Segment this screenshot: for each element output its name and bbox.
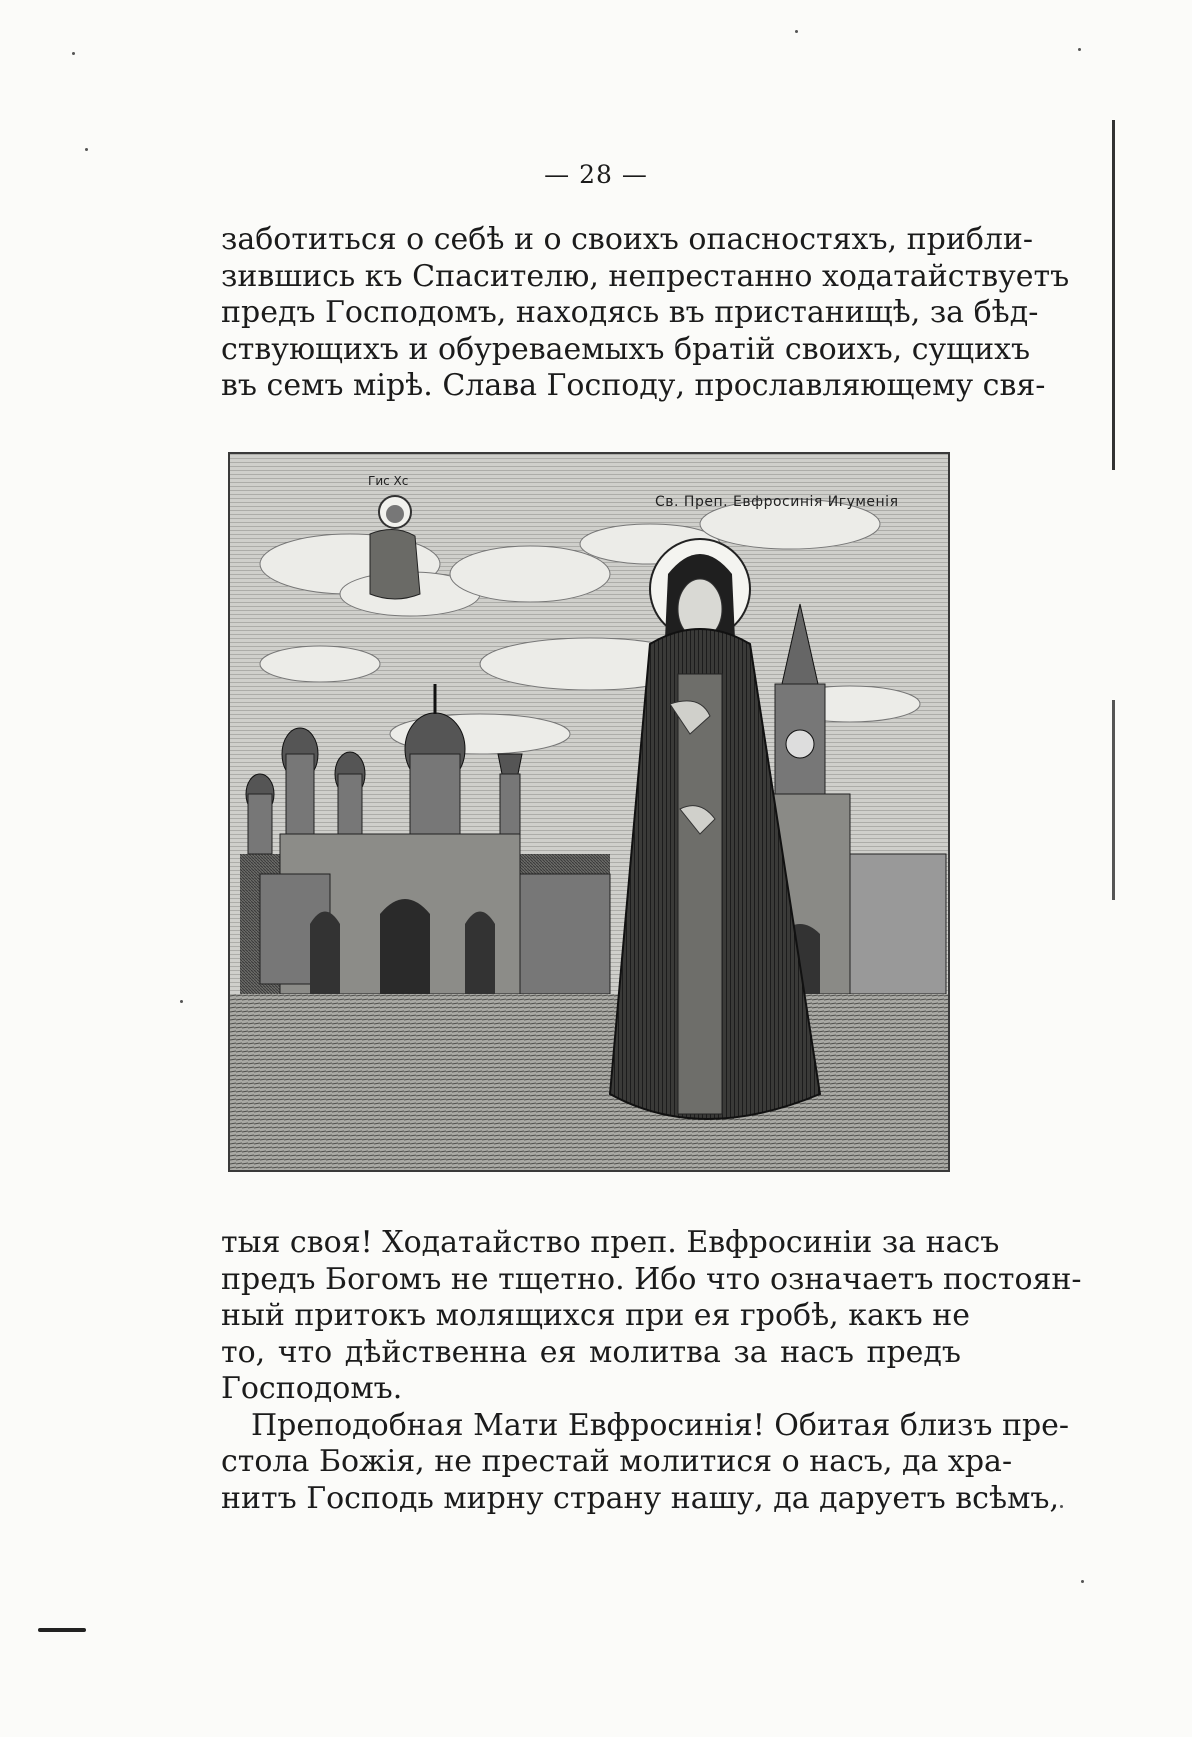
scan-mark <box>38 1628 86 1632</box>
text-line: то, что дѣйственна ея молитва за насъ предъ <box>221 1334 961 1370</box>
scan-speck <box>72 52 75 55</box>
page-number: — 28 — <box>544 160 648 189</box>
scan-speck <box>85 148 88 151</box>
ground <box>230 994 948 1170</box>
text-line: въ семъ мiрѣ. Слава Господу, прославляющему свя- <box>221 368 1046 403</box>
text-line: стола Божiя, не престай молитися о насъ, да хра- <box>221 1444 1013 1479</box>
engraving-illustration <box>228 452 950 1172</box>
paragraph-top <box>221 222 1070 405</box>
text-line: тыя своя! Ходатайство преп. Евфросинiи за насъ <box>221 1225 1000 1260</box>
scan-speck <box>180 1000 183 1003</box>
text-line: Преподобная Мати Евфросинiя! Обитая близъ пре- <box>251 1407 1070 1443</box>
scan-speck <box>1078 48 1081 51</box>
scan-speck <box>795 30 798 33</box>
text-line: предъ Богомъ не тщетно. Ибо что означаетъ постоян- <box>221 1261 1082 1297</box>
scan-mark <box>1112 700 1115 900</box>
text-line: ный притокъ молящихся при ея гробѣ, какъ не <box>221 1298 970 1333</box>
engraving-caption-christ: Гис Хс <box>368 474 409 488</box>
text-line: зившись къ Спасителю, непрестанно ходатайствуетъ <box>221 258 1070 294</box>
engraving-caption-saint: Св. Преп. Евфросинiя Игуменiя <box>655 494 899 510</box>
scan-mark <box>1112 120 1115 470</box>
scan-speck <box>1060 1505 1063 1508</box>
text-line: ствующихъ и обуреваемыхъ братiй своихъ, сущихъ <box>221 331 1031 367</box>
text-line: заботиться о себѣ и о своихъ опасностяхъ, прибли- <box>221 222 1034 257</box>
paragraph-bottom <box>221 1225 1082 1517</box>
scan-speck <box>1081 1580 1084 1583</box>
engraving-artwork <box>230 454 948 1170</box>
text-line: предъ Господомъ, находясь въ пристанищѣ, за бѣд- <box>221 295 1039 330</box>
text-line: Господомъ. <box>221 1371 403 1406</box>
text-line: нитъ Господь мирну страну нашу, да даруетъ всѣмъ, <box>221 1480 1060 1516</box>
